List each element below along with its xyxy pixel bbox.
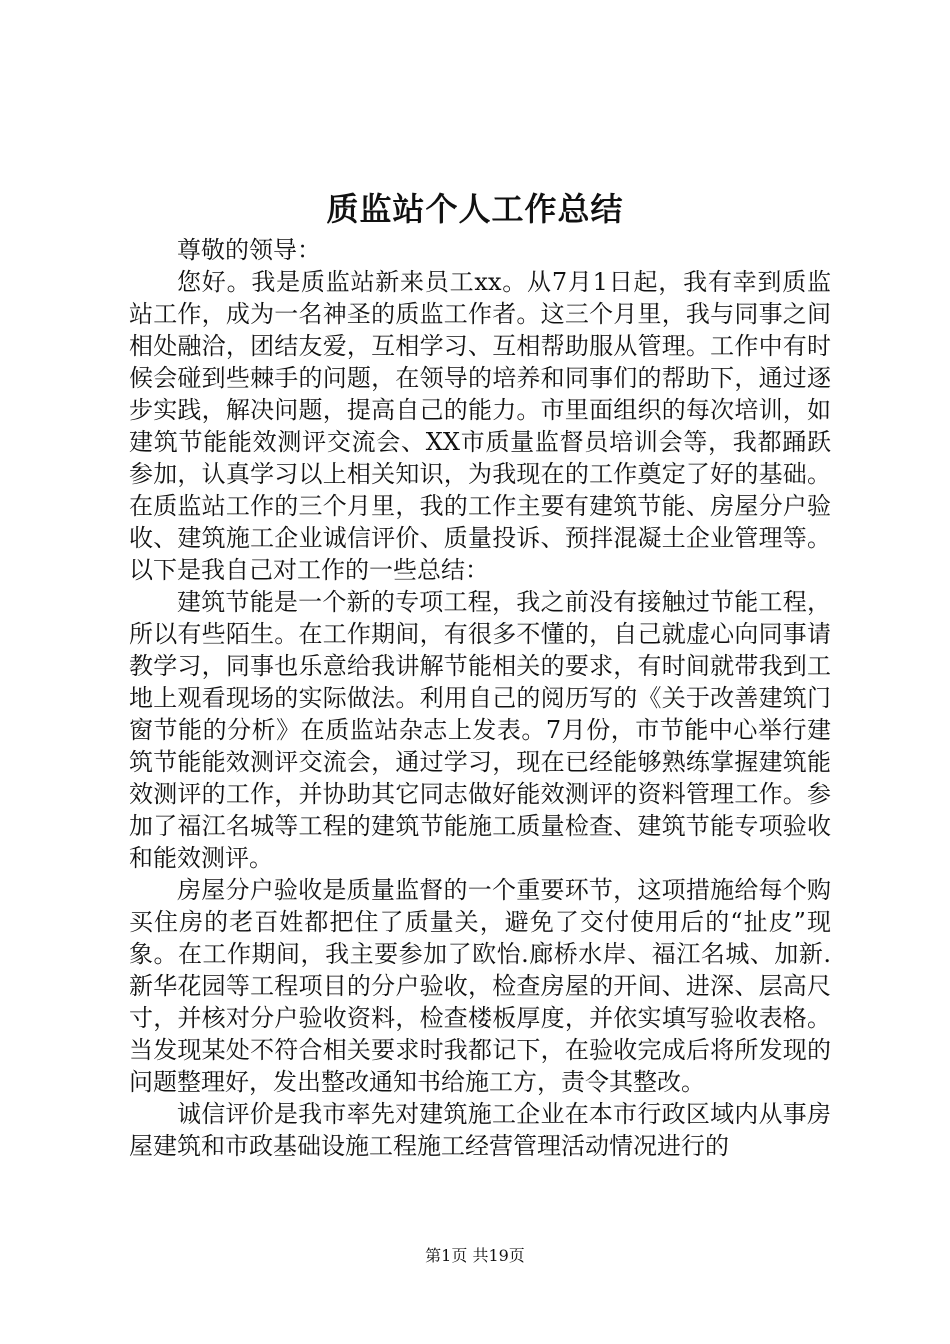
paragraph-household-acceptance: 房屋分户验收是质量监督的一个重要环节，这项措施给每个购买住房的老百姓都把住了质量关，避免了交付使用后的“扯皮”现象。在工作期间，我主要参加了欧怡.廊桥水岸、福江名城、加新.新华花园等工程项目的分户验收，检查房屋的开间、进深、层高尺寸，并核对分户验收资料，检查楼板厚度，并依实填写验收表格。当发现某处不符合相关要求时我都记下，在验收完成后将所发现的问题整理好，发出整改通知书给施工方，责令其整改。	[129, 876, 831, 1096]
paragraph-credit-evaluation: 诚信评价是我市率先对建筑施工企业在本市行政区域内从事房屋建筑和市政基础设施工程施工经营管理活动情况进行的	[129, 1100, 831, 1160]
paragraph-energy-saving: 建筑节能是一个新的专项工程，我之前没有接触过节能工程，所以有些陌生。在工作期间，有很多不懂的，自己就虚心向同事请教学习，同事也乐意给我讲解节能相关的要求，有时间就带我到工地上观看现场的实际做法。利用自己的阅历写的《关于改善建筑门窗节能的分析》在质监站杂志上发表。7月份，市节能中心举行建筑节能能效测评交流会，通过学习，现在已经能够熟练掌握建筑能效测评的工作，并协助其它同志做好能效测评的资料管理工作。参加了福江名城等工程的建筑节能施工质量检查、建筑节能专项验收和能效测评。	[129, 588, 831, 872]
paragraph-intro: 您好。我是质监站新来员工xx。从7月1日起，我有幸到质监站工作，成为一名神圣的质监工作者。这三个月里，我与同事之间相处融洽，团结友爱，互相学习、互相帮助服从管理。工作中有时候会碰到些棘手的问题，在领导的培养和同事们的帮助下，通过逐步实践，解决问题，提高自己的能力。市里面组织的每次培训，如建筑节能能效测评交流会、XX市质量监督员培训会等，我都踊跃参加，认真学习以上相关知识，为我现在的工作奠定了好的基础。在质监站工作的三个月里，我的工作主要有建筑节能、房屋分户验收、建筑施工企业诚信评价、质量投诉、预拌混凝土企业管理等。以下是我自己对工作的一些总结：	[129, 268, 831, 584]
page-title: 质监站个人工作总结	[326, 190, 624, 228]
page-footer: 第1页 共19页	[425, 1246, 525, 1265]
salutation: 尊敬的领导：	[177, 236, 321, 264]
document-body	[129, 234, 831, 1162]
